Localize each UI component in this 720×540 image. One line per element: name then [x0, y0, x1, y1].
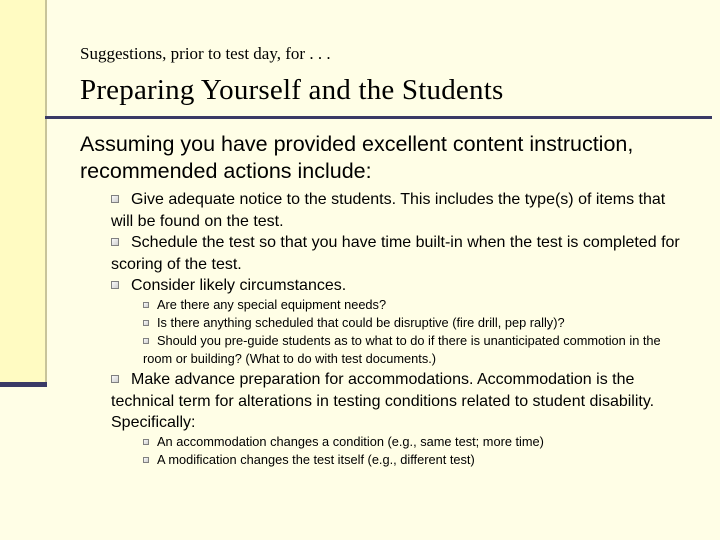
- title-divider: [45, 116, 712, 119]
- square-bullet-icon: [111, 195, 119, 203]
- bullet-text: Make advance preparation for accommodations. Accommodation is the technical term for alterations in testing conditions related to student disability. Specifically:: [111, 371, 655, 431]
- sub-bullet-text: Should you pre-guide students as to what to do if there is unanticipated commotion in the room or building? (What to do with test documents.): [143, 333, 661, 366]
- bullet-item: [111, 232, 686, 275]
- sub-bullet-item: [143, 332, 663, 367]
- square-bullet-icon: [143, 457, 149, 463]
- slide-title: Preparing Yourself and the Students: [80, 74, 504, 106]
- left-accent-block: [0, 382, 47, 387]
- square-bullet-icon: [143, 320, 149, 326]
- square-bullet-icon: [111, 238, 119, 246]
- bullet-text: Schedule the test so that you have time built-in when the test is completed for scoring of the test.: [111, 234, 680, 273]
- sub-bullet-text: Is there anything scheduled that could be disruptive (fire drill, pep rally)?: [157, 315, 565, 330]
- square-bullet-icon: [111, 281, 119, 289]
- square-bullet-icon: [143, 338, 149, 344]
- bullet-text: Consider likely circumstances.: [131, 277, 347, 294]
- intro-text: Assuming you have provided excellent content instruction, recommended actions include:: [80, 132, 634, 183]
- bullet-item: [111, 189, 686, 232]
- sub-bullet-text: A modification changes the test itself (e.g., different test): [157, 452, 475, 467]
- bullet-item: [111, 369, 686, 434]
- left-accent-line: [45, 0, 47, 382]
- square-bullet-icon: [143, 302, 149, 308]
- sub-bullet-text: An accommodation changes a condition (e.g., same test; more time): [157, 434, 544, 449]
- sub-bullet-item: [143, 314, 663, 332]
- sub-bullet-item: [143, 296, 663, 314]
- sub-bullet-text: Are there any special equipment needs?: [157, 297, 387, 312]
- sub-bullet-item: [143, 451, 663, 469]
- sub-bullet-item: [143, 433, 663, 451]
- slide-subtitle: Suggestions, prior to test day, for . . .: [80, 44, 331, 63]
- left-accent-bar: [0, 0, 45, 382]
- bullet-text: Give adequate notice to the students. This includes the type(s) of items that will be found on the test.: [111, 191, 666, 230]
- bullet-item: [111, 275, 686, 297]
- square-bullet-icon: [143, 439, 149, 445]
- square-bullet-icon: [111, 375, 119, 383]
